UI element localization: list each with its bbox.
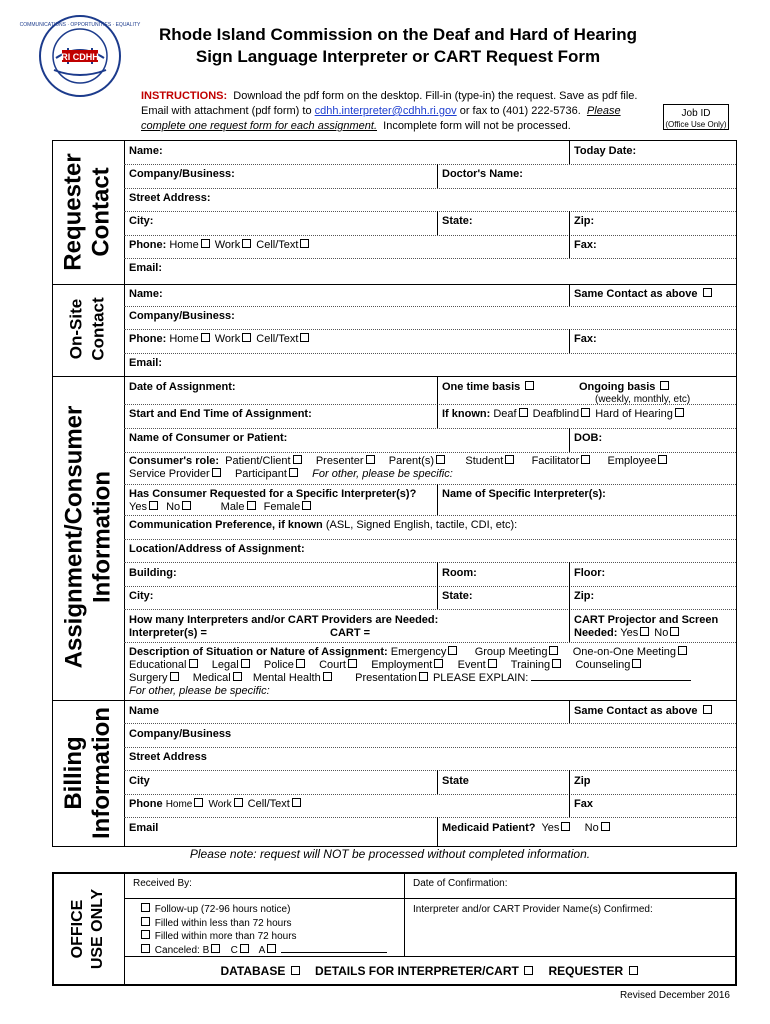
billing-same-checkbox[interactable] [703,705,712,714]
canceled-a-checkbox[interactable] [267,944,276,953]
mental-checkbox[interactable] [323,672,332,681]
medicaid-row: Medicaid Patient? Yes No [437,822,612,835]
desc-other: For other, please be specific: [129,685,270,697]
assignment-city-label: City: [129,590,154,602]
billing-company-label: Company/Business [129,728,232,740]
logo-ring-text: COMMUNICATIONS · OPPORTUNITIES · EQUALITY [19,22,141,28]
consumer-role-row: Consumer's role: Patient/Client Presenter Parent(s) Student Facilitator Employee [124,455,736,468]
onsite-fax-label: Fax: [574,333,597,345]
onsite-name-label: Name: [129,288,163,300]
billing-cell-checkbox[interactable] [292,798,301,807]
location-label: Location/Address of Assignment: [129,543,305,555]
billing-phone-row: Phone Home Work Cell/Text [124,798,303,811]
interpreters-label: Interpreter(s) = [129,627,207,639]
assignment-state-label: State: [442,590,473,602]
requester-street-label: Street Address: [129,192,211,204]
projector-needed-row: Needed: Yes No [569,627,681,640]
within-less-checkbox[interactable] [141,917,150,926]
role-presenter-checkbox[interactable] [366,455,375,464]
event-checkbox[interactable] [488,659,497,668]
surgery-checkbox[interactable] [170,672,179,681]
canceled-checkbox[interactable] [141,944,150,953]
projector-label: CART Projector and Screen [574,614,719,626]
presentation-checkbox[interactable] [419,672,428,681]
educational-checkbox[interactable] [189,659,198,668]
consumer-role-row2: Service Provider Participant For other, please be specific: [129,468,453,480]
projector-yes-checkbox[interactable] [640,627,649,636]
section-billing-label: Billing Information [60,707,115,839]
ongoing-row: Ongoing basis [574,381,671,394]
office-distribution-row: DATABASE DETAILS FOR INTERPRETER/CART REQUESTER [124,965,736,978]
desc-row3: Surgery Medical Mental Health Presentation PLEASE EXPLAIN: [124,672,736,685]
section-requester-label: Requester Contact [60,153,115,271]
billing-fax-label: Fax [574,798,593,810]
medicaid-yes-checkbox[interactable] [561,822,570,831]
section-assignment-label: Assignment/Consumer Information [60,405,115,669]
today-date-label: Today Date: [574,145,637,157]
requester-email-label: Email: [129,262,163,274]
deaf-checkbox[interactable] [519,408,528,417]
followup-checkbox[interactable] [141,903,150,912]
hoh-checkbox[interactable] [675,408,684,417]
training-checkbox[interactable] [552,659,561,668]
requester-state-label: State: [442,215,473,227]
within-more-checkbox[interactable] [141,930,150,939]
emergency-checkbox[interactable] [448,646,457,655]
doctor-name-label: Doctor's Name: [442,168,523,180]
billing-state-label: State [442,775,469,787]
desc-row1: Description of Situation or Nature of Assignment: Emergency Group Meeting One-on-One Meeting [124,646,736,659]
role-student-checkbox[interactable] [505,455,514,464]
specific-name-label: Name of Specific Interpreter(s): [442,488,606,500]
onsite-email-label: Email: [129,357,163,369]
received-by-label: Received By: [133,878,192,889]
logo-text: RI CDHH [61,52,99,62]
requester-name-label: Name: [129,145,163,157]
onsite-home-checkbox[interactable] [201,333,210,342]
onsite-company-label: Company/Business: [129,310,235,322]
billing-email-label: Email [129,822,159,834]
requester-work-checkbox[interactable] [242,239,251,248]
billing-city-label: City [129,775,150,787]
email-link[interactable]: cdhh.interpreter@cdhh.ri.gov [314,105,457,117]
onsite-work-checkbox[interactable] [242,333,251,342]
deafblind-checkbox[interactable] [581,408,590,417]
role-parent-checkbox[interactable] [436,455,445,464]
role-participant-checkbox[interactable] [289,468,298,477]
assignment-date-label: Date of Assignment: [129,381,236,393]
specific-no-checkbox[interactable] [182,501,191,510]
role-facilitator-checkbox[interactable] [581,455,590,464]
onsite-cell-checkbox[interactable] [300,333,309,342]
employment-checkbox[interactable] [434,659,443,668]
requester-cell-checkbox[interactable] [300,239,309,248]
consumer-name-label: Name of Consumer or Patient: [129,432,288,444]
cart-label: CART = [330,627,371,639]
billing-home-checkbox[interactable] [194,798,203,807]
one-time-row: One time basis [437,381,536,394]
counseling-checkbox[interactable] [632,659,641,668]
requester-home-checkbox[interactable] [201,239,210,248]
billing-street-label: Street Address [129,751,207,763]
ongoing-checkbox[interactable] [660,381,669,390]
database-checkbox[interactable] [291,966,300,975]
specific-yes-checkbox[interactable] [149,501,158,510]
female-checkbox[interactable] [302,501,311,510]
revised-date: Revised December 2016 [619,990,730,1001]
billing-work-checkbox[interactable] [234,798,243,807]
billing-name-label: Name [129,705,159,717]
office-status-list: Follow-up (72-96 hours notice) Filled within less than 72 hours Filled within more than 72 hours Canceled: B C A [134,903,387,957]
desc-row2: Educational Legal Police Court Employment Event Training Counseling [124,659,736,672]
details-checkbox[interactable] [524,966,533,975]
confirmed-label: Interpreter and/or CART Provider Name(s) Confirmed: [413,904,653,915]
job-id-box: Job ID (Office Use Only) [663,104,729,130]
onsite-phone-row: Phone: Home Work Cell/Text [124,333,311,346]
how-many-label: How many Interpreters and/or CART Providers are Needed: [129,614,439,626]
medicaid-no-checkbox[interactable] [601,822,610,831]
legal-checkbox[interactable] [241,659,250,668]
processing-note: Please note: request will NOT be processed without completed information. [189,847,591,861]
male-checkbox[interactable] [247,501,256,510]
assignment-zip-label: Zip: [574,590,595,602]
room-label: Room: [442,567,477,579]
hearing-status-row: If known: Deaf Deafblind Hard of Hearing [437,408,686,421]
requester-zip-label: Zip: [574,215,595,227]
one-on-one-checkbox[interactable] [678,646,687,655]
comm-pref-row: Communication Preference, if known (ASL, Signed English, tactile, CDI, etc): [129,519,518,531]
medical-checkbox[interactable] [233,672,242,681]
specific-question: Has Consumer Requested for a Specific Interpreter(s)? [129,488,417,500]
ongoing-note: (weekly, monthly, etc) [595,394,691,405]
one-time-checkbox[interactable] [525,381,534,390]
building-label: Building: [129,567,177,579]
role-service-checkbox[interactable] [212,468,221,477]
form-title: Rhode Island Commission on the Deaf and Hard of Hearing Sign Language Interpreter or CART Request Form [159,25,637,66]
requester-company-label: Company/Business: [129,168,235,180]
section-office-label: OFFICE USE ONLY [69,888,107,970]
start-end-label: Start and End Time of Assignment: [129,408,312,420]
requester-fax-label: Fax: [574,239,597,251]
rcdhh-logo [19,14,141,98]
billing-zip-label: Zip [574,775,591,787]
canceled-c-checkbox[interactable] [240,944,249,953]
requester-city-label: City: [129,215,154,227]
police-checkbox[interactable] [296,659,305,668]
section-onsite-label: On-Site Contact [67,297,108,361]
group-checkbox[interactable] [549,646,558,655]
billing-same-row: Same Contact as above [569,705,714,718]
projector-no-checkbox[interactable] [670,627,679,636]
onsite-same-checkbox[interactable] [703,288,712,297]
court-checkbox[interactable] [348,659,357,668]
date-confirm-label: Date of Confirmation: [413,878,508,889]
requester-checkbox[interactable] [629,966,638,975]
onsite-same-row: Same Contact as above [569,288,714,301]
role-patient-checkbox[interactable] [293,455,302,464]
requester-phone-row: Phone: Home Work Cell/Text [124,239,311,252]
specific-answer-row: Yes No Male Female [124,501,313,514]
role-employee-checkbox[interactable] [658,455,667,464]
dob-label: DOB: [574,432,603,444]
canceled-b-checkbox[interactable] [211,944,220,953]
floor-label: Floor: [574,567,606,579]
instructions: INSTRUCTIONS: Download the pdf form on the desktop. Fill-in (type-in) the request. Save as pdf file. Email with attachment (pdf form) to cdhh.interpreter@cdhh.ri.gov or fax to (401) 222-5736. Please complete one request form for each assignment. Incomplete form will not be processed. [141,90,638,132]
